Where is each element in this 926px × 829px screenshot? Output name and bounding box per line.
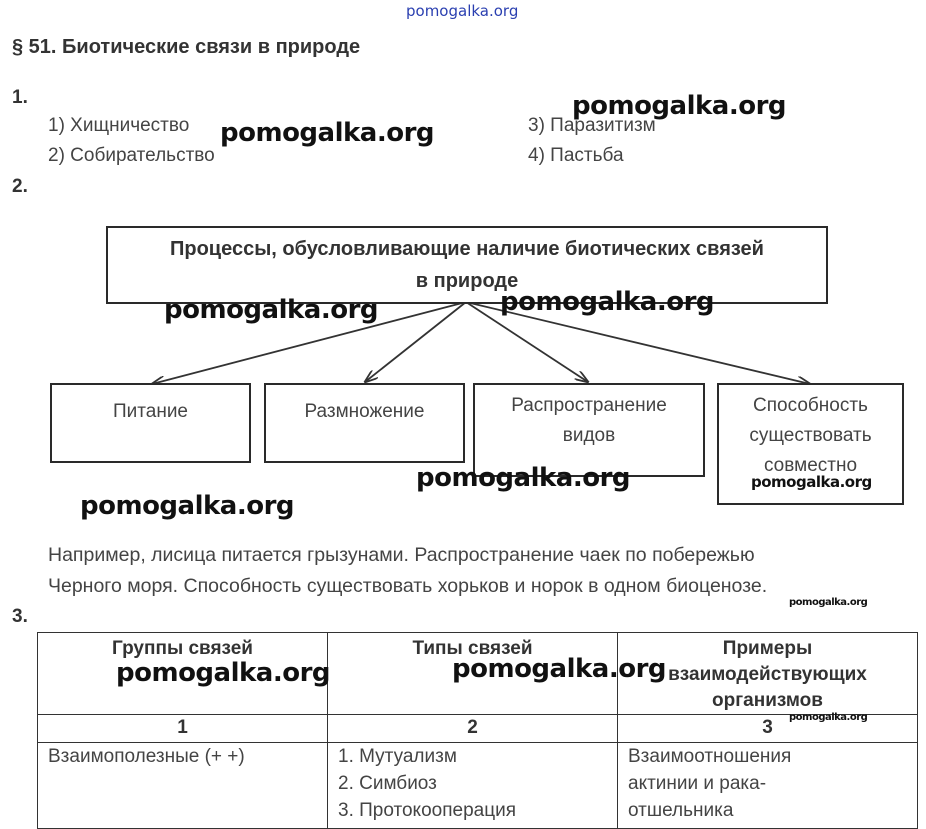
table-cell-text: актинии и рака- [628, 773, 767, 794]
table-cell-text: 3. Протокооперация [338, 800, 516, 821]
diagram-node-label: Способность [753, 395, 868, 416]
watermark: pomogalka.org [572, 91, 787, 121]
diagram-node-label: видов [562, 425, 616, 446]
table-row [38, 743, 918, 829]
page-title: § 51. Биотические связи в природе [12, 36, 361, 58]
watermark-top: pomogalka.org [406, 2, 519, 20]
arrow-to-reproduction [365, 302, 466, 382]
table-cell-group [38, 743, 328, 829]
diagram-node-label: совместно [763, 455, 858, 476]
question-1-number: 1. [12, 87, 28, 108]
diagram-node-label: Распространение [511, 395, 667, 416]
diagram-node-label: Питание [113, 401, 188, 422]
watermark: pomogalka.org [751, 473, 872, 491]
table-column-number: 1 [38, 715, 328, 743]
watermark: pomogalka.org [789, 597, 868, 608]
diagram-node-nutrition [50, 383, 251, 463]
question-2-number: 2. [12, 176, 28, 197]
table-header-label: Группы связей [112, 638, 253, 659]
watermark: pomogalka.org [500, 287, 715, 317]
table-cell-text: 2. Симбиоз [338, 773, 437, 794]
watermark: pomogalka.org [116, 658, 331, 688]
watermark: pomogalka.org [220, 118, 435, 148]
q1-answer-2: 2) Собирательство [48, 145, 215, 166]
table-cell-text: 1. Мутуализм [338, 746, 457, 767]
example-line-2: Черного моря. Способность существовать хорьков и норок в одном биоценозе. [48, 575, 768, 597]
example-line-1: Например, лисица питается грызунами. Распространение чаек по побережью [48, 544, 755, 566]
diagram-node-reproduction [264, 383, 465, 463]
table-cell-types [328, 743, 618, 829]
table-header-label: взаимодействующих [668, 664, 867, 685]
watermark: pomogalka.org [416, 463, 631, 493]
watermark: pomogalka.org [789, 712, 868, 723]
diagram-node-label: Размножение [304, 401, 425, 422]
table-column-numbers-row [38, 715, 918, 743]
table-cell-example [618, 743, 918, 829]
table-column-number: 2 [328, 715, 618, 743]
diagram-root-line1: Процессы, обусловливающие наличие биотических связей [170, 238, 764, 260]
watermark: pomogalka.org [452, 654, 667, 684]
watermark: pomogalka.org [164, 295, 379, 325]
q1-answer-1: 1) Хищничество [48, 115, 190, 136]
table-cell-text: Взаимополезные (+ +) [48, 746, 245, 767]
table-column-number: 3 [618, 715, 918, 743]
diagram-root-line2: в природе [415, 270, 519, 292]
table-header-label: организмов [712, 690, 823, 711]
table-cell-text: отшельника [628, 800, 734, 821]
q1-answer-4: 4) Пастьба [528, 145, 624, 166]
table-header-label: Примеры [722, 638, 813, 659]
diagram-root-box [106, 226, 828, 304]
q1-answer-3: 3) Паразитизм [528, 115, 656, 136]
question-3-number: 3. [12, 606, 28, 627]
diagram-node-label: существовать [749, 425, 872, 446]
table-header-label: Типы связей [412, 638, 533, 659]
table-cell-text: Взаимоотношения [628, 746, 792, 767]
watermark: pomogalka.org [80, 491, 295, 521]
